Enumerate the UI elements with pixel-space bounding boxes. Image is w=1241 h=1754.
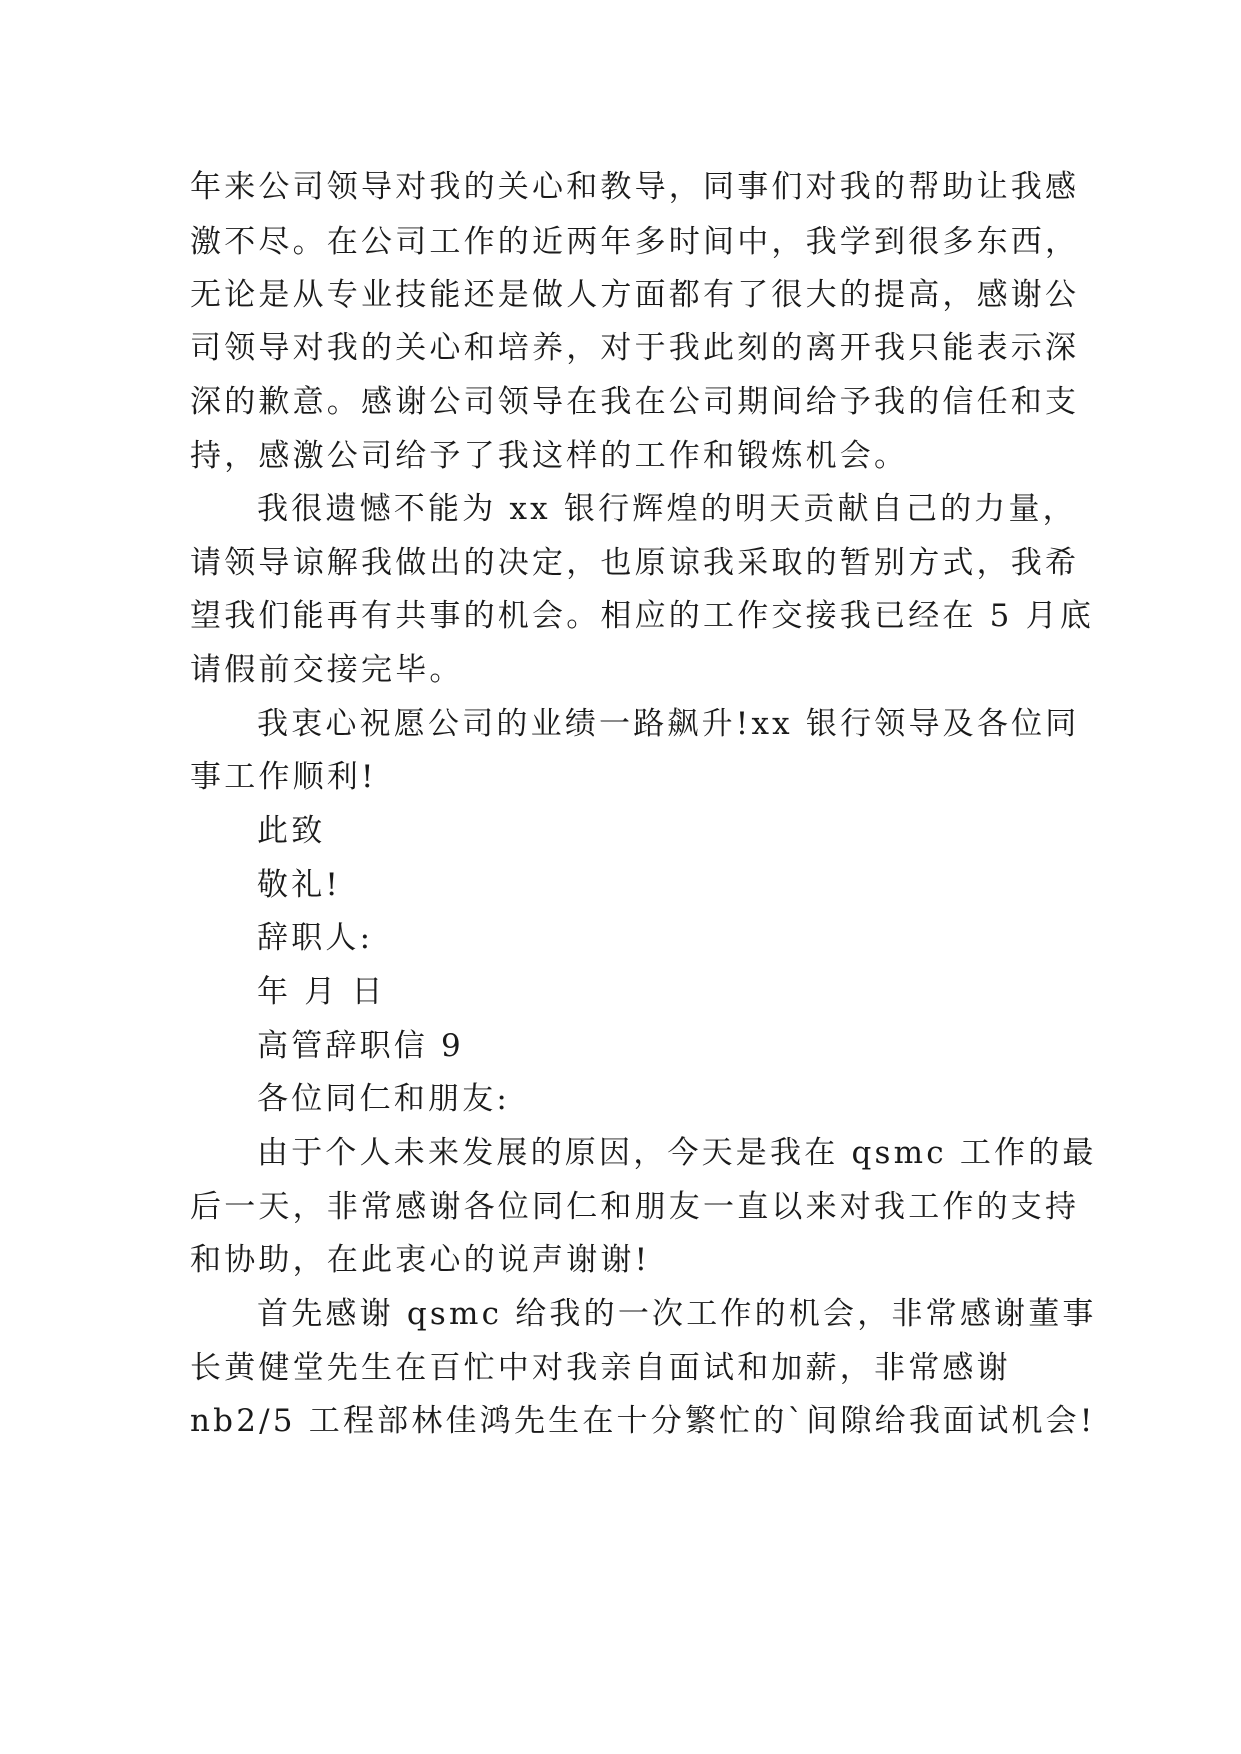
text-line: 我很遗憾不能为 xx 银行辉煌的明天贡献自己的力量， [257, 491, 1077, 527]
signer-label: 辞职人: [257, 920, 374, 956]
text-line: 年来公司领导对我的关心和教导，同事们对我的帮助让我感 [190, 169, 1080, 205]
text-line: 持，感激公司给予了我这样的工作和锻炼机会。 [190, 438, 909, 474]
text-line: 无论是从专业技能还是做人方面都有了很大的提高，感谢公 [190, 277, 1080, 313]
text-line: 深的歉意。感谢公司领导在我在公司期间给予我的信任和支 [190, 384, 1080, 420]
text-line: 后一天，非常感谢各位同仁和朋友一直以来对我工作的支持 [190, 1189, 1080, 1225]
text-line: 请领导谅解我做出的决定，也原谅我采取的暂别方式，我希 [190, 545, 1080, 581]
closing-salutation: 敬礼! [257, 867, 342, 903]
section-title: 高管辞职信 9 [257, 1028, 464, 1064]
text-line: 司领导对我的关心和培养，对于我此刻的离开我只能表示深 [190, 330, 1080, 366]
text-line: 事工作顺利! [190, 759, 377, 795]
text-line: 和协助，在此衷心的说声谢谢! [190, 1242, 651, 1278]
text-line: 我衷心祝愿公司的业绩一路飙升!xx 银行领导及各位同 [257, 706, 1080, 742]
greeting: 各位同仁和朋友: [257, 1081, 511, 1117]
text-line: 请假前交接完毕。 [190, 652, 464, 688]
text-line: 由于个人未来发展的原因，今天是我在 qsmc 工作的最 [257, 1135, 1097, 1171]
text-line: 首先感谢 qsmc 给我的一次工作的机会，非常感谢董事 [257, 1296, 1097, 1332]
text-line: 长黄健堂先生在百忙中对我亲自面试和加薪，非常感谢 [190, 1350, 1011, 1386]
text-line: nb2/5 工程部林佳鸿先生在十分繁忙的`间隙给我面试机会! [190, 1403, 1096, 1439]
text-line: 望我们能再有共事的机会。相应的工作交接我已经在 5 月底 [190, 598, 1095, 634]
text-line: 激不尽。在公司工作的近两年多时间中，我学到很多东西， [190, 224, 1080, 260]
closing-text: 此致 [257, 813, 326, 849]
date-line: 年 月 日 [257, 974, 386, 1010]
